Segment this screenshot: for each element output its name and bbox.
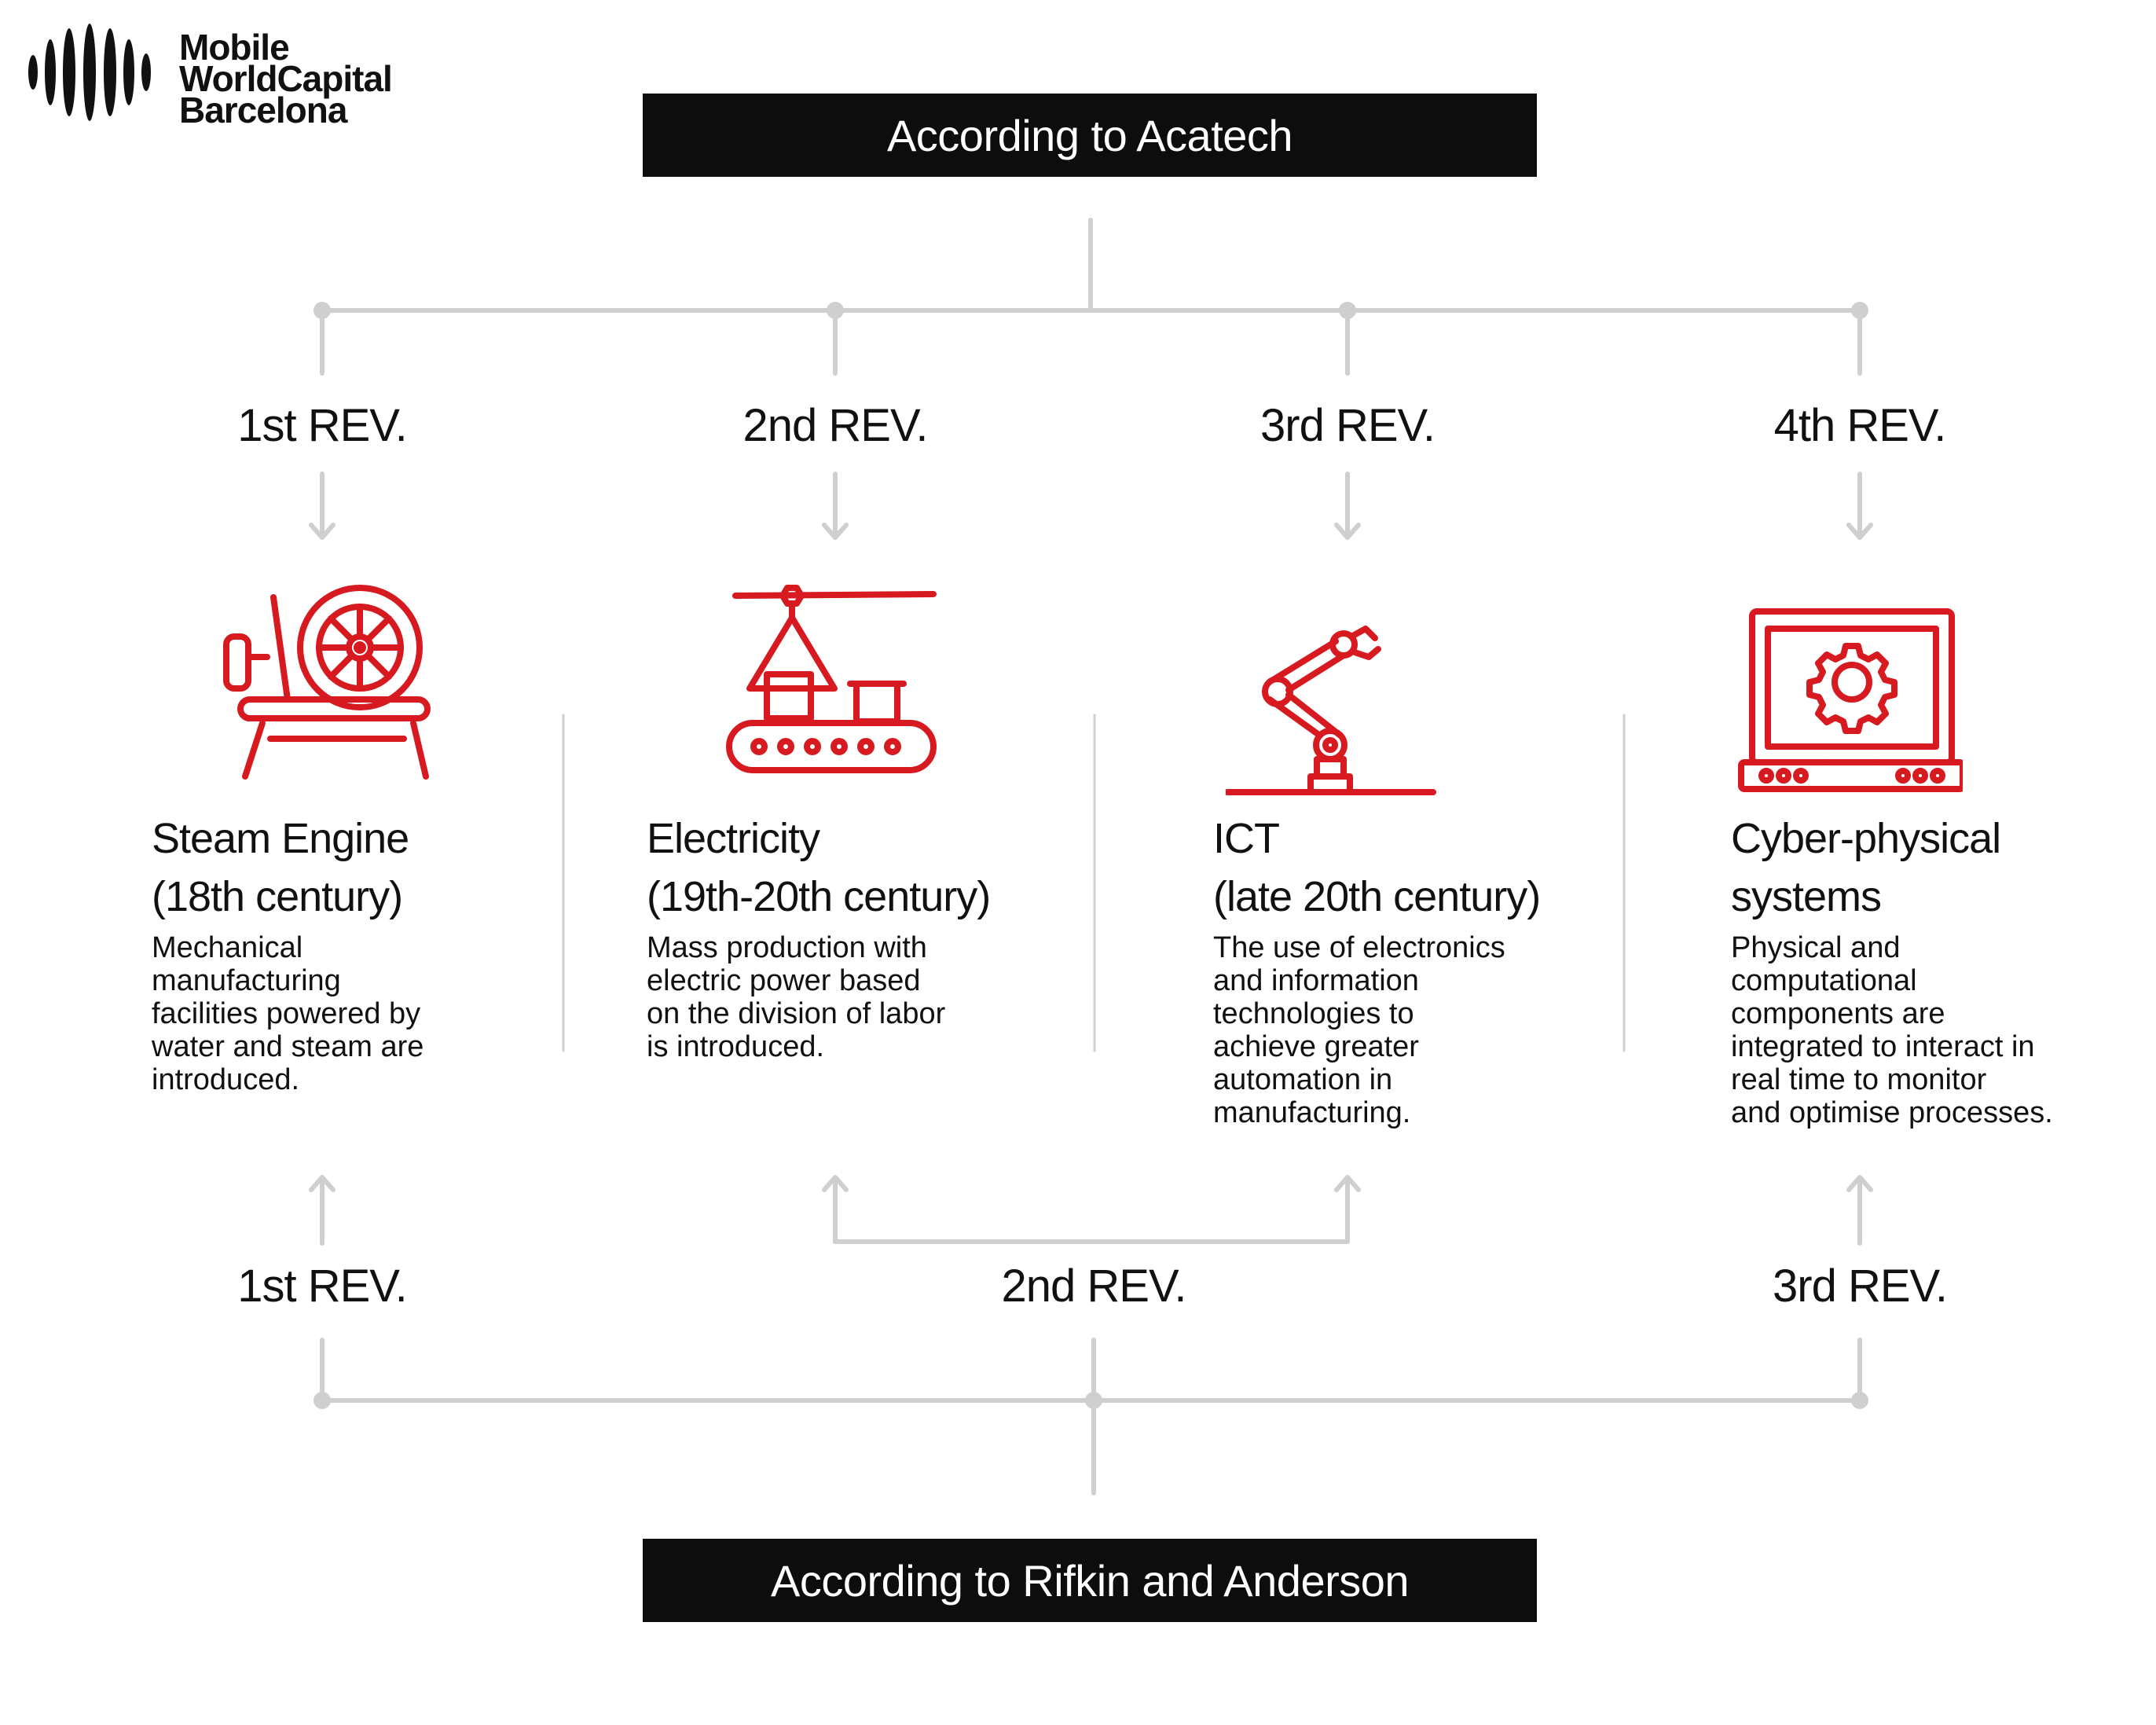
desc-line: achieve greater: [1213, 1030, 1419, 1063]
logo-line: Barcelona: [179, 90, 347, 130]
desc-line: automation in: [1213, 1063, 1393, 1096]
title-line: Electricity: [647, 815, 820, 862]
laptop-gear-icon: [1735, 597, 1963, 802]
desc-line: real time to monitor: [1731, 1063, 1987, 1096]
desc-line: is introduced.: [647, 1030, 825, 1063]
desc-line: manufacturing: [152, 964, 341, 997]
top-rev-label: 3rd REV.: [1260, 400, 1435, 451]
acatech-banner: According to Acatech: [643, 94, 1537, 177]
top-rev-label: 1st REV.: [237, 400, 407, 451]
logo-line: Mobile: [179, 27, 289, 68]
title-line: (late 20th century): [1213, 873, 1541, 920]
desc-line: introduced.: [152, 1063, 300, 1096]
rifkin-anderson-banner: According to Rifkin and Anderson: [643, 1539, 1537, 1622]
revolution-title: [1213, 809, 1540, 926]
title-line: Cyber-physical: [1731, 815, 2001, 862]
desc-line: electric power based: [647, 964, 921, 997]
desc-line: technologies to: [1213, 997, 1414, 1030]
title-line: (18th century): [152, 873, 403, 920]
desc-line: on the division of labor: [647, 997, 946, 1030]
logo-line: WorldCapital: [179, 58, 392, 99]
revolution-description: [1731, 931, 2053, 1129]
desc-line: integrated to interact in: [1731, 1030, 2035, 1063]
desc-line: manufacturing.: [1213, 1096, 1411, 1129]
desc-line: Mass production with: [647, 931, 927, 964]
revolution-description: [1213, 931, 1505, 1129]
title-line: ICT: [1213, 815, 1279, 862]
top-rev-label: 4th REV.: [1773, 400, 1946, 451]
robotic-arm-icon: [1226, 609, 1454, 813]
bottom-rev-label: 2nd REV.: [1001, 1261, 1186, 1312]
steam-engine-icon: [211, 582, 438, 786]
desc-line: computational: [1731, 964, 1917, 997]
revolution-title: [1731, 809, 2000, 926]
revolution-title: [647, 809, 990, 926]
top-rev-label: 2nd REV.: [742, 400, 928, 451]
desc-line: water and steam are: [152, 1030, 424, 1063]
bottom-rev-label: 3rd REV.: [1773, 1261, 1947, 1312]
desc-line: facilities powered by: [152, 997, 421, 1030]
title-line: Steam Engine: [152, 815, 409, 862]
desc-line: and optimise processes.: [1731, 1096, 2053, 1129]
conveyor-crane-icon: [721, 582, 949, 786]
desc-line: The use of electronics: [1213, 931, 1505, 964]
desc-line: Physical and: [1731, 931, 1901, 964]
desc-line: Mechanical: [152, 931, 303, 964]
title-line: (19th-20th century): [647, 873, 991, 920]
revolution-title: [152, 809, 409, 926]
bottom-rev-label: 1st REV.: [237, 1261, 407, 1312]
desc-line: components are: [1731, 997, 1945, 1030]
desc-line: and information: [1213, 964, 1419, 997]
revolution-description: [647, 931, 945, 1063]
title-line: systems: [1731, 873, 1882, 920]
revolution-description: [152, 931, 424, 1096]
